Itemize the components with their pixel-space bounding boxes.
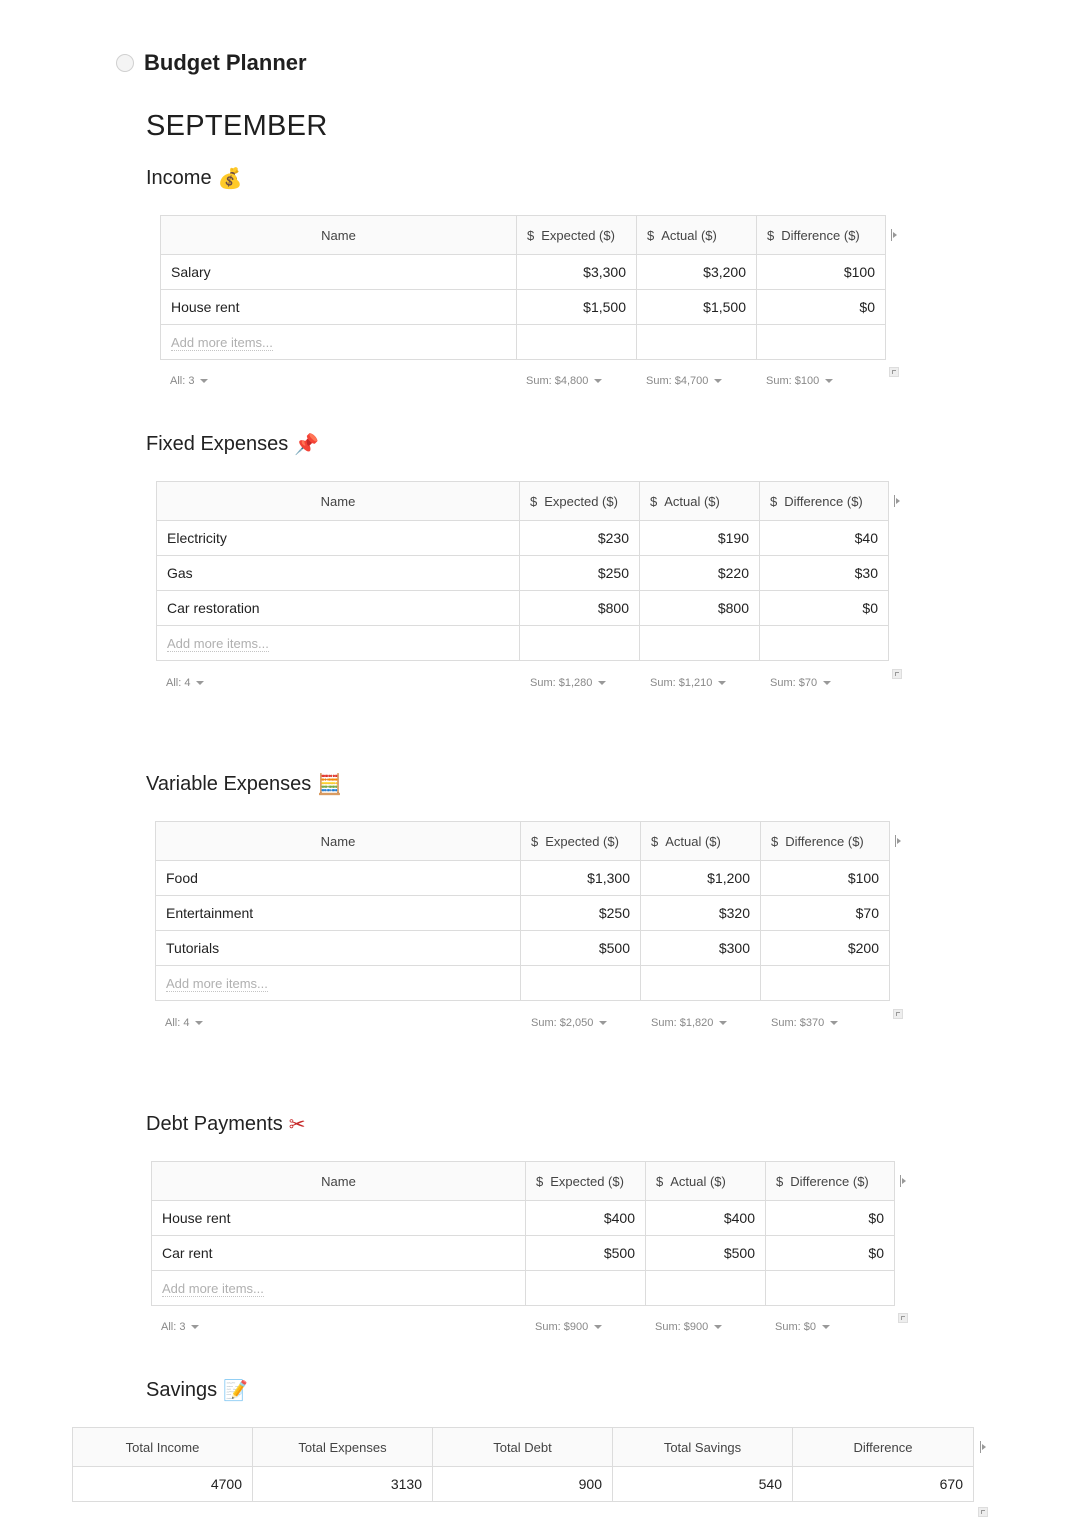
empty-cell[interactable] [517, 325, 637, 360]
footer-sum-difference[interactable] [771, 1017, 838, 1029]
add-item-placeholder[interactable]: Add more items... [171, 334, 273, 350]
savings-heading [146, 1378, 248, 1402]
cell-expected[interactable]: $3,300 [517, 255, 637, 290]
page-icon[interactable] [116, 54, 134, 72]
page-header [116, 50, 307, 76]
cell-total-income[interactable]: 4700 [73, 1467, 253, 1502]
debt-heading [146, 1112, 306, 1136]
cell-actual[interactable]: $320 [641, 896, 761, 931]
cell-actual[interactable]: $500 [646, 1236, 766, 1271]
cell-actual[interactable]: $400 [646, 1201, 766, 1236]
table-row[interactable] [157, 591, 889, 626]
column-label: Expected ($) [545, 833, 619, 849]
empty-cell[interactable] [640, 626, 760, 661]
chevron-down-icon [714, 1325, 722, 1329]
empty-cell[interactable] [637, 325, 757, 360]
pushpin-icon: 📌 [294, 432, 320, 456]
chevron-down-icon [200, 379, 208, 383]
cell-difference[interactable]: $0 [766, 1236, 895, 1271]
footer-sum-actual[interactable] [651, 1017, 727, 1029]
month-heading: SEPTEMBER [146, 110, 328, 142]
empty-cell[interactable] [757, 325, 886, 360]
footer-sum-label: Sum: $2,050 [531, 1017, 594, 1029]
cell-difference[interactable]: $70 [761, 896, 890, 931]
currency-icon: $ [656, 1173, 664, 1189]
footer-sum-actual[interactable] [655, 1321, 722, 1333]
table-row[interactable] [156, 931, 890, 966]
add-item-placeholder[interactable]: Add more items... [162, 1280, 264, 1296]
fixed-heading [146, 432, 319, 456]
fixed-expenses-table [156, 481, 889, 661]
footer-sum-label: Sum: $370 [771, 1017, 825, 1029]
currency-icon: $ [767, 227, 775, 243]
empty-cell[interactable] [761, 966, 890, 1001]
table-row[interactable] [156, 896, 890, 931]
page-title: Budget Planner [144, 50, 307, 75]
currency-icon: $ [531, 833, 539, 849]
cell-difference[interactable]: $40 [760, 521, 889, 556]
chevron-down-icon [719, 1021, 727, 1025]
debt-payments-table [151, 1161, 895, 1306]
column-header-total-expenses[interactable]: Total Expenses [253, 1428, 433, 1467]
resize-handle-icon[interactable] [978, 1507, 988, 1517]
resize-handle-icon[interactable] [889, 367, 899, 377]
footer-sum-label: Sum: $70 [770, 677, 818, 689]
add-item-cell[interactable] [156, 966, 521, 1001]
footer-sum-label: Sum: $900 [535, 1321, 589, 1333]
cell-expected[interactable]: $400 [526, 1201, 646, 1236]
column-label: Actual ($) [664, 493, 720, 509]
cell-expected[interactable]: $500 [521, 931, 641, 966]
footer-sum-expected[interactable] [530, 677, 606, 689]
table-row[interactable] [152, 1236, 895, 1271]
currency-icon: $ [770, 493, 778, 509]
add-item-cell[interactable] [152, 1271, 526, 1306]
column-header-total-debt[interactable]: Total Debt [433, 1428, 613, 1467]
income-heading [146, 166, 243, 190]
footer-sum-difference[interactable] [770, 677, 831, 689]
table-header-row [156, 822, 890, 861]
add-column-icon[interactable] [900, 1175, 908, 1187]
footer-sum-label: Sum: $4,800 [526, 375, 589, 387]
column-label: Actual ($) [661, 227, 717, 243]
cell-expected[interactable]: $250 [520, 556, 640, 591]
add-row[interactable] [152, 1271, 895, 1306]
fixed-title: Fixed Expenses [146, 432, 289, 455]
column-header-expected[interactable] [520, 482, 640, 521]
chevron-down-icon [822, 1325, 830, 1329]
cell-difference[interactable]: $0 [766, 1201, 895, 1236]
cell-total-savings[interactable]: 540 [613, 1467, 793, 1502]
column-header-difference[interactable] [757, 216, 886, 255]
cell-actual[interactable]: $300 [641, 931, 761, 966]
empty-cell[interactable] [766, 1271, 895, 1306]
table-header-row [161, 216, 886, 255]
chevron-down-icon [594, 379, 602, 383]
footer-sum-expected[interactable] [526, 375, 602, 387]
column-header-difference[interactable] [760, 482, 889, 521]
variable-expenses-table [155, 821, 890, 1001]
column-label: Actual ($) [670, 1173, 726, 1189]
currency-icon: $ [536, 1173, 544, 1189]
memo-icon: 📝 [223, 1378, 249, 1402]
empty-cell[interactable] [646, 1271, 766, 1306]
column-label: Difference ($) [784, 493, 863, 509]
footer-sum-difference[interactable] [775, 1321, 830, 1333]
footer-sum-label: Sum: $0 [775, 1321, 816, 1333]
table-row[interactable] [156, 861, 890, 896]
footer-count-label: All: 4 [165, 1017, 190, 1029]
chevron-down-icon [195, 1021, 203, 1025]
currency-icon: $ [776, 1173, 784, 1189]
cell-expected[interactable]: $1,500 [517, 290, 637, 325]
add-column-icon[interactable] [980, 1441, 988, 1453]
empty-cell[interactable] [760, 626, 889, 661]
column-label: Expected ($) [544, 493, 618, 509]
column-header-total-savings[interactable]: Total Savings [613, 1428, 793, 1467]
footer-sum-actual[interactable] [650, 677, 726, 689]
footer-sum-expected[interactable] [535, 1321, 602, 1333]
footer-count[interactable] [165, 1017, 203, 1029]
footer-sum-expected[interactable] [531, 1017, 607, 1029]
add-item-placeholder[interactable]: Add more items... [167, 635, 269, 651]
footer-sum-label: Sum: $100 [766, 375, 820, 387]
column-header-difference[interactable] [761, 822, 890, 861]
cell-name[interactable]: Car rent [152, 1236, 526, 1271]
column-header-actual[interactable] [641, 822, 761, 861]
footer-sum-label: Sum: $1,280 [530, 677, 593, 689]
footer-count-label: All: 3 [170, 375, 195, 387]
column-label: Difference ($) [785, 833, 864, 849]
footer-sum-label: Sum: $1,820 [651, 1017, 714, 1029]
empty-cell[interactable] [641, 966, 761, 1001]
debt-title: Debt Payments [146, 1112, 283, 1135]
cell-name[interactable]: House rent [161, 290, 517, 325]
chevron-down-icon [191, 1325, 199, 1329]
cell-difference[interactable]: $0 [760, 591, 889, 626]
table-row[interactable] [157, 556, 889, 591]
footer-count[interactable] [170, 375, 208, 387]
column-header-name[interactable]: Name [157, 482, 520, 521]
cell-actual[interactable]: $190 [640, 521, 760, 556]
add-column-icon[interactable] [894, 495, 902, 507]
add-item-placeholder[interactable]: Add more items... [166, 975, 268, 991]
variable-heading [146, 772, 342, 796]
cell-expected[interactable]: $250 [521, 896, 641, 931]
cell-difference[interactable]: $200 [761, 931, 890, 966]
footer-sum-label: Sum: $4,700 [646, 375, 709, 387]
cell-name[interactable]: Food [156, 861, 521, 896]
footer-count[interactable] [166, 677, 204, 689]
column-label: Expected ($) [541, 227, 615, 243]
currency-icon: $ [651, 833, 659, 849]
column-label: Expected ($) [550, 1173, 624, 1189]
empty-cell[interactable] [521, 966, 641, 1001]
footer-count[interactable] [161, 1321, 199, 1333]
column-label: Actual ($) [665, 833, 721, 849]
table-row[interactable] [161, 290, 886, 325]
cell-actual[interactable]: $800 [640, 591, 760, 626]
resize-handle-icon[interactable] [898, 1313, 908, 1323]
resize-handle-icon[interactable] [892, 669, 902, 679]
cell-expected[interactable]: $1,300 [521, 861, 641, 896]
cell-difference[interactable]: $100 [761, 861, 890, 896]
cell-total-debt[interactable]: 900 [433, 1467, 613, 1502]
add-row[interactable] [156, 966, 890, 1001]
footer-sum-label: Sum: $900 [655, 1321, 709, 1333]
cell-expected[interactable]: $500 [526, 1236, 646, 1271]
column-header-name[interactable]: Name [152, 1162, 526, 1201]
column-header-difference[interactable] [766, 1162, 895, 1201]
cell-actual[interactable]: $1,500 [637, 290, 757, 325]
cell-name[interactable]: Car restoration [157, 591, 520, 626]
column-label: Difference ($) [790, 1173, 869, 1189]
add-item-cell[interactable] [157, 626, 520, 661]
cell-expected[interactable]: $800 [520, 591, 640, 626]
column-header-name[interactable]: Name [156, 822, 521, 861]
currency-icon: $ [647, 227, 655, 243]
cell-name[interactable]: Electricity [157, 521, 520, 556]
footer-sum-label: Sum: $1,210 [650, 677, 713, 689]
chevron-down-icon [718, 681, 726, 685]
chevron-down-icon [599, 1021, 607, 1025]
savings-table [72, 1427, 974, 1502]
footer-sum-actual[interactable] [646, 375, 722, 387]
empty-cell[interactable] [520, 626, 640, 661]
column-header-total-income[interactable]: Total Income [73, 1428, 253, 1467]
column-header-expected[interactable] [521, 822, 641, 861]
add-row[interactable] [157, 626, 889, 661]
table-row[interactable] [73, 1467, 974, 1502]
add-column-icon[interactable] [891, 229, 899, 241]
cell-name[interactable]: Salary [161, 255, 517, 290]
money-bag-icon: 💰 [217, 166, 243, 190]
table-row[interactable] [157, 521, 889, 556]
currency-icon: $ [530, 493, 538, 509]
variable-title: Variable Expenses [146, 772, 312, 795]
add-item-cell[interactable] [161, 325, 517, 360]
cell-name[interactable]: Entertainment [156, 896, 521, 931]
cell-difference[interactable]: $30 [760, 556, 889, 591]
add-row[interactable] [161, 325, 886, 360]
column-header-expected[interactable] [526, 1162, 646, 1201]
cell-actual[interactable]: $220 [640, 556, 760, 591]
column-header-difference[interactable]: Difference [793, 1428, 974, 1467]
chevron-down-icon [594, 1325, 602, 1329]
savings-title: Savings [146, 1378, 218, 1401]
chevron-down-icon [196, 681, 204, 685]
chevron-down-icon [598, 681, 606, 685]
chevron-down-icon [714, 379, 722, 383]
abacus-icon: 🧮 [317, 772, 343, 796]
cell-actual[interactable]: $1,200 [641, 861, 761, 896]
table-header-row [152, 1162, 895, 1201]
table-header-row [157, 482, 889, 521]
cell-difference[interactable]: $0 [757, 290, 886, 325]
currency-icon: $ [771, 833, 779, 849]
cell-name[interactable]: Tutorials [156, 931, 521, 966]
resize-handle-icon[interactable] [893, 1009, 903, 1019]
cell-name[interactable]: Gas [157, 556, 520, 591]
income-title: Income [146, 166, 212, 189]
column-header-name[interactable]: Name [161, 216, 517, 255]
cell-difference[interactable]: $100 [757, 255, 886, 290]
column-header-actual[interactable] [646, 1162, 766, 1201]
column-label: Difference ($) [781, 227, 860, 243]
table-row[interactable] [152, 1201, 895, 1236]
chevron-down-icon [830, 1021, 838, 1025]
footer-sum-difference[interactable] [766, 375, 833, 387]
add-column-icon[interactable] [895, 835, 903, 847]
table-header-row [73, 1428, 974, 1467]
column-header-expected[interactable] [517, 216, 637, 255]
cell-actual[interactable]: $3,200 [637, 255, 757, 290]
cell-expected[interactable]: $230 [520, 521, 640, 556]
footer-count-label: All: 3 [161, 1321, 186, 1333]
currency-icon: $ [650, 493, 658, 509]
cell-name[interactable]: House rent [152, 1201, 526, 1236]
table-row[interactable] [161, 255, 886, 290]
currency-icon: $ [527, 227, 535, 243]
cell-difference[interactable]: 670 [793, 1467, 974, 1502]
chevron-down-icon [823, 681, 831, 685]
scissors-icon: ✂ [288, 1112, 306, 1136]
cell-total-expenses[interactable]: 3130 [253, 1467, 433, 1502]
chevron-down-icon [825, 379, 833, 383]
column-header-actual[interactable] [640, 482, 760, 521]
income-table [160, 215, 886, 360]
empty-cell[interactable] [526, 1271, 646, 1306]
footer-count-label: All: 4 [166, 677, 191, 689]
column-header-actual[interactable] [637, 216, 757, 255]
